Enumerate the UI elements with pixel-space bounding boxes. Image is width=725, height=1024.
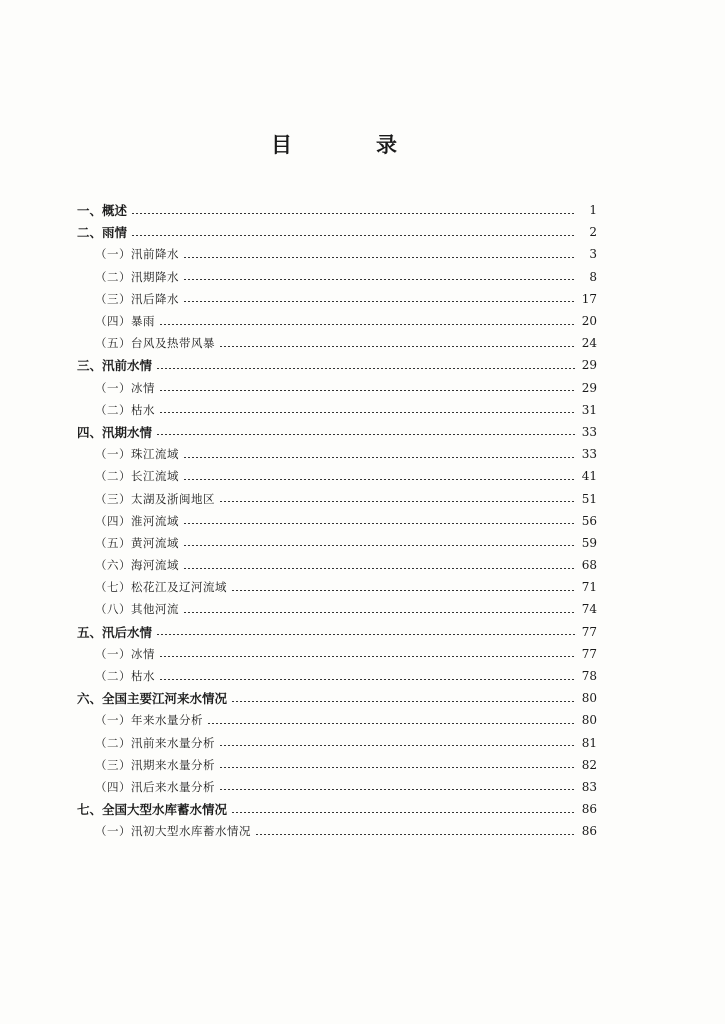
toc-chapter-entry[interactable] [77,354,597,376]
title-char-lu: 录 [376,133,397,157]
toc-entry-label: （二）长江流域 [95,469,179,484]
dot-leader [219,346,575,347]
dot-leader [183,523,575,524]
dot-leader [159,656,575,657]
toc-page-number: 1 [589,203,597,218]
dot-leader [156,434,575,435]
toc-page-number: 20 [581,314,597,329]
toc-page-number: 3 [589,247,597,262]
toc-entry-label: （二）枯水 [95,669,155,684]
dot-leader [159,412,575,413]
toc-page-number: 59 [581,535,597,550]
toc-entry-label: （一）冰情 [95,380,155,395]
toc-section-entry[interactable] [77,554,597,576]
dot-leader [159,679,575,680]
toc-entry-label: （四）淮河流域 [95,513,179,528]
dot-leader [183,257,575,258]
dot-leader [183,545,575,546]
toc-page-number: 80 [581,713,597,728]
dot-leader [183,457,575,458]
toc-entry-label: （七）松花江及辽河流域 [95,580,227,595]
toc-section-entry[interactable] [77,399,597,421]
toc-page-number: 81 [581,735,597,750]
toc-page-number: 41 [581,469,597,484]
dot-leader [183,612,575,613]
dot-leader [231,590,575,591]
toc-page-number: 74 [581,602,597,617]
toc-entry-label: （四）暴雨 [95,314,155,329]
toc-section-entry[interactable] [77,820,597,842]
toc-section-entry[interactable] [77,776,597,798]
toc-section-entry[interactable] [77,310,597,332]
toc-page-number: 31 [581,402,597,417]
toc-chapter-entry[interactable] [77,199,597,221]
toc-entry-label: （一）汛初大型水库蓄水情况 [95,824,251,839]
dot-leader [231,701,575,702]
toc-page-number: 29 [581,380,597,395]
toc-section-entry[interactable] [77,288,597,310]
toc-section-entry[interactable] [77,709,597,731]
toc-section-entry[interactable] [77,576,597,598]
toc-section-entry[interactable] [77,665,597,687]
toc-entry-label: （一）年来水量分析 [95,713,203,728]
toc-section-entry[interactable] [77,266,597,288]
toc-page-number: 56 [581,513,597,528]
toc-section-entry[interactable] [77,332,597,354]
toc-section-entry[interactable] [77,643,597,665]
toc-entry-label: （三）汛期来水量分析 [95,757,215,772]
dot-leader [159,390,575,391]
toc-page-number: 86 [581,824,597,839]
toc-page-number: 82 [581,757,597,772]
dot-leader [159,324,575,325]
toc-page-number: 17 [581,291,597,306]
toc-chapter-entry[interactable] [77,221,597,243]
toc-entry-label: （四）汛后来水量分析 [95,779,215,794]
toc-page-number: 71 [581,580,597,595]
toc-entry-label: （一）珠江流域 [95,447,179,462]
dot-leader [131,235,575,236]
toc-page-number: 24 [581,336,597,351]
toc-entry-label: （二）枯水 [95,402,155,417]
dot-leader [156,368,575,369]
toc-entry-label: （二）汛前来水量分析 [95,735,215,750]
toc-section-entry[interactable] [77,754,597,776]
toc-page-number: 2 [589,225,597,240]
dot-leader [156,634,575,635]
table-of-contents [77,199,597,842]
toc-entry-label: 三、汛前水情 [77,358,153,374]
toc-page-number: 29 [581,358,597,373]
toc-chapter-entry[interactable] [77,421,597,443]
toc-page-number: 51 [581,491,597,506]
toc-section-entry[interactable] [77,465,597,487]
dot-leader [219,501,575,502]
toc-page-number: 33 [581,447,597,462]
toc-entry-label: （二）汛期降水 [95,269,179,284]
toc-page-number: 78 [581,669,597,684]
toc-page-number: 33 [581,424,597,439]
toc-section-entry[interactable] [77,510,597,532]
toc-chapter-entry[interactable] [77,798,597,820]
toc-entry-label: （三）太湖及浙闽地区 [95,491,215,506]
toc-entry-label: （一）冰情 [95,646,155,661]
toc-entry-label: （八）其他河流 [95,602,179,617]
toc-entry-label: 四、汛期水情 [77,424,153,440]
toc-page-number: 86 [581,802,597,817]
toc-entry-label: （一）汛前降水 [95,247,179,262]
toc-section-entry[interactable] [77,487,597,509]
dot-leader [183,301,575,302]
toc-entry-label: 二、雨情 [77,225,128,241]
toc-entry-label: （六）海河流域 [95,558,179,573]
dot-leader [231,812,575,813]
page-title [0,130,725,160]
dot-leader [131,213,575,214]
toc-page-number: 8 [589,269,597,284]
toc-chapter-entry[interactable] [77,687,597,709]
toc-entry-label: 六、全国主要江河来水情况 [77,691,228,707]
toc-section-entry[interactable] [77,598,597,620]
toc-section-entry[interactable] [77,443,597,465]
toc-section-entry[interactable] [77,732,597,754]
dot-leader [183,479,575,480]
dot-leader [207,723,575,724]
toc-entry-label: 一、概述 [77,203,128,219]
dot-leader [183,279,575,280]
dot-leader [219,789,575,790]
dot-leader [255,834,575,835]
toc-page-number: 80 [581,691,597,706]
toc-page-number: 68 [581,558,597,573]
toc-entry-label: 七、全国大型水库蓄水情况 [77,802,228,818]
dot-leader [219,767,575,768]
toc-entry-label: 五、汛后水情 [77,624,153,640]
toc-page-number: 83 [581,779,597,794]
toc-entry-label: （五）台风及热带风暴 [95,336,215,351]
toc-page-number: 77 [581,646,597,661]
toc-chapter-entry[interactable] [77,621,597,643]
dot-leader [219,745,575,746]
title-char-mu: 目 [271,133,292,157]
toc-section-entry[interactable] [77,243,597,265]
dot-leader [183,568,575,569]
toc-section-entry[interactable] [77,532,597,554]
toc-entry-label: （五）黄河流域 [95,535,179,550]
toc-page-number: 77 [581,624,597,639]
toc-section-entry[interactable] [77,377,597,399]
toc-entry-label: （三）汛后降水 [95,291,179,306]
